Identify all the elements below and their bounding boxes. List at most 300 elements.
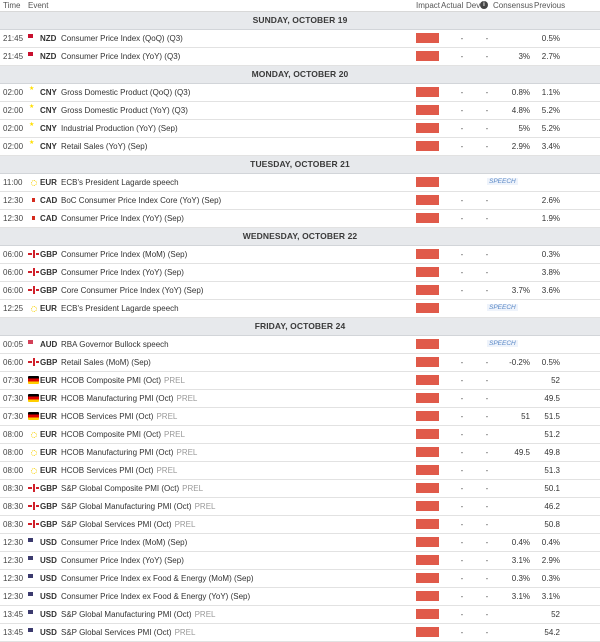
event-deviation: - bbox=[485, 124, 489, 133]
event-time: 08:00 bbox=[3, 448, 24, 457]
event-row[interactable] bbox=[0, 570, 600, 588]
event-previous: 49.5 bbox=[544, 394, 560, 403]
header-time[interactable]: Time bbox=[3, 1, 21, 10]
impact-high-indicator bbox=[416, 627, 439, 637]
event-time: 13:45 bbox=[3, 628, 24, 637]
event-title[interactable]: Consumer Price Index (YoY) (Sep) bbox=[61, 268, 184, 277]
speech-tag: SPEECH bbox=[489, 178, 516, 185]
event-row[interactable] bbox=[0, 120, 600, 138]
event-row[interactable] bbox=[0, 138, 600, 156]
event-currency: GBP bbox=[40, 502, 58, 511]
event-deviation: - bbox=[485, 358, 489, 367]
event-row[interactable] bbox=[0, 444, 600, 462]
event-title[interactable]: Consumer Price Index (QoQ) (Q3) bbox=[61, 34, 183, 43]
event-row[interactable] bbox=[0, 282, 600, 300]
event-row[interactable] bbox=[0, 534, 600, 552]
impact-high-indicator bbox=[416, 87, 439, 97]
event-name[interactable] bbox=[61, 106, 188, 115]
prel-badge: PREL bbox=[194, 502, 216, 511]
event-deviation: - bbox=[485, 502, 489, 511]
impact-high-indicator bbox=[416, 537, 439, 547]
event-currency: EUR bbox=[40, 430, 57, 439]
event-deviation: - bbox=[485, 610, 489, 619]
event-consensus: 3.7% bbox=[511, 286, 530, 295]
event-deviation: - bbox=[485, 52, 489, 61]
event-actual: - bbox=[460, 106, 464, 115]
event-consensus: 3% bbox=[518, 52, 530, 61]
event-title[interactable]: Consumer Price Index (YoY) (Sep) bbox=[61, 556, 184, 565]
event-deviation: - bbox=[485, 556, 489, 565]
event-row[interactable] bbox=[0, 390, 600, 408]
event-row[interactable] bbox=[0, 426, 600, 444]
event-deviation: - bbox=[485, 106, 489, 115]
event-currency: EUR bbox=[40, 466, 57, 475]
event-consensus: 2.9% bbox=[511, 142, 530, 151]
prel-badge: PREL bbox=[194, 610, 216, 619]
event-name[interactable] bbox=[61, 556, 184, 565]
event-title[interactable]: HCOB Manufacturing PMI (Oct) bbox=[61, 448, 174, 457]
event-name[interactable] bbox=[61, 448, 197, 457]
header-dev[interactable]: Dev bbox=[466, 1, 481, 10]
event-time: 07:30 bbox=[3, 376, 24, 385]
event-consensus: 0.8% bbox=[511, 88, 530, 97]
event-previous: 0.3% bbox=[541, 250, 560, 259]
event-name[interactable] bbox=[61, 628, 195, 637]
event-currency: USD bbox=[40, 592, 57, 601]
event-currency: GBP bbox=[40, 286, 58, 295]
event-row[interactable] bbox=[0, 462, 600, 480]
event-currency: USD bbox=[40, 538, 57, 547]
impact-high-indicator bbox=[416, 447, 439, 457]
event-deviation: - bbox=[485, 88, 489, 97]
event-title[interactable]: Retail Sales (MoM) (Sep) bbox=[61, 358, 151, 367]
event-actual: - bbox=[460, 250, 464, 259]
event-title[interactable]: Consumer Price Index (MoM) (Sep) bbox=[61, 538, 188, 547]
event-currency: GBP bbox=[40, 250, 58, 259]
event-currency: GBP bbox=[40, 358, 58, 367]
event-title[interactable]: Retail Sales (YoY) (Sep) bbox=[61, 142, 148, 151]
event-currency: CNY bbox=[40, 106, 57, 115]
event-previous: 50.1 bbox=[544, 484, 560, 493]
event-row[interactable] bbox=[0, 30, 600, 48]
event-row[interactable] bbox=[0, 210, 600, 228]
event-previous: 0.5% bbox=[541, 34, 560, 43]
event-time: 08:30 bbox=[3, 520, 24, 529]
event-title[interactable]: Consumer Price Index (YoY) (Q3) bbox=[61, 52, 181, 61]
event-previous: 2.7% bbox=[541, 52, 560, 61]
impact-high-indicator bbox=[416, 519, 439, 529]
event-time: 02:00 bbox=[3, 88, 24, 97]
event-title[interactable]: Core Consumer Price Index (YoY) (Sep) bbox=[61, 286, 204, 295]
impact-high-indicator bbox=[416, 411, 439, 421]
calendar-body bbox=[0, 12, 600, 642]
event-actual: - bbox=[460, 358, 464, 367]
event-deviation: - bbox=[485, 574, 489, 583]
event-row[interactable] bbox=[0, 174, 600, 192]
event-title[interactable]: HCOB Services PMI (Oct) bbox=[61, 466, 154, 475]
event-name[interactable] bbox=[61, 502, 215, 511]
event-title[interactable]: S&P Global Services PMI (Oct) bbox=[61, 628, 172, 637]
event-time: 12:30 bbox=[3, 196, 24, 205]
event-previous: 2.6% bbox=[541, 196, 560, 205]
event-time: 08:30 bbox=[3, 502, 24, 511]
event-currency: CNY bbox=[40, 124, 57, 133]
event-time: 06:00 bbox=[3, 268, 24, 277]
event-currency: EUR bbox=[40, 394, 57, 403]
event-name[interactable] bbox=[61, 592, 250, 601]
event-currency: AUD bbox=[40, 340, 58, 349]
event-name[interactable] bbox=[61, 124, 178, 133]
event-time: 12:30 bbox=[3, 214, 24, 223]
event-currency: GBP bbox=[40, 268, 58, 277]
impact-high-indicator bbox=[416, 33, 439, 43]
event-title[interactable]: HCOB Composite PMI (Oct) bbox=[61, 430, 162, 439]
event-name[interactable] bbox=[61, 376, 185, 385]
event-consensus: 0.4% bbox=[511, 538, 530, 547]
impact-high-indicator bbox=[416, 177, 439, 187]
event-name[interactable] bbox=[61, 268, 184, 277]
event-previous: 0.4% bbox=[541, 538, 560, 547]
event-consensus: 3.1% bbox=[511, 556, 530, 565]
impact-high-indicator bbox=[416, 285, 439, 295]
event-consensus: 51 bbox=[521, 412, 530, 421]
event-name[interactable] bbox=[61, 286, 203, 295]
impact-high-indicator bbox=[416, 123, 439, 133]
event-time: 06:00 bbox=[3, 286, 24, 295]
event-previous: 3.1% bbox=[541, 592, 560, 601]
event-actual: - bbox=[460, 412, 464, 421]
event-name[interactable] bbox=[61, 610, 215, 619]
impact-high-indicator bbox=[416, 429, 439, 439]
header-actual[interactable]: Actual bbox=[441, 1, 464, 10]
event-currency: EUR bbox=[40, 376, 57, 385]
event-deviation: - bbox=[485, 628, 489, 637]
event-title[interactable]: ECB's President Lagarde speech bbox=[61, 178, 179, 187]
event-currency: EUR bbox=[40, 304, 57, 313]
event-currency: EUR bbox=[40, 412, 57, 421]
prel-badge: PREL bbox=[176, 448, 198, 457]
column-header bbox=[0, 0, 600, 12]
event-name[interactable] bbox=[61, 340, 169, 349]
event-time: 07:30 bbox=[3, 412, 24, 421]
event-actual: - bbox=[460, 142, 464, 151]
event-deviation: - bbox=[485, 412, 489, 421]
event-previous: 1.1% bbox=[541, 88, 560, 97]
event-name[interactable] bbox=[61, 214, 184, 223]
event-row[interactable] bbox=[0, 408, 600, 426]
event-deviation: - bbox=[485, 430, 489, 439]
event-deviation: - bbox=[485, 196, 489, 205]
event-consensus: 49.5 bbox=[514, 448, 530, 457]
header-previous[interactable]: Previous bbox=[534, 1, 566, 10]
event-name[interactable] bbox=[61, 538, 187, 547]
event-time: 21:45 bbox=[3, 34, 24, 43]
event-time: 12:30 bbox=[3, 592, 24, 601]
info-icon[interactable]: i bbox=[480, 1, 488, 9]
event-row[interactable] bbox=[0, 498, 600, 516]
event-row[interactable] bbox=[0, 372, 600, 390]
day-header: MONDAY, OCTOBER 20 bbox=[0, 66, 600, 84]
event-previous: 49.8 bbox=[544, 448, 560, 457]
event-title[interactable]: BoC Consumer Price Index Core (YoY) (Sep) bbox=[61, 196, 222, 205]
event-actual: - bbox=[460, 538, 464, 547]
event-title[interactable]: S&P Global Services PMI (Oct) bbox=[61, 520, 172, 529]
impact-high-indicator bbox=[416, 609, 439, 619]
event-time: 00:05 bbox=[3, 340, 24, 349]
event-deviation: - bbox=[485, 520, 489, 529]
event-time: 02:00 bbox=[3, 106, 24, 115]
impact-high-indicator bbox=[416, 465, 439, 475]
day-header: SUNDAY, OCTOBER 19 bbox=[0, 12, 600, 30]
event-time: 08:30 bbox=[3, 484, 24, 493]
event-time: 12:30 bbox=[3, 574, 24, 583]
event-actual: - bbox=[460, 88, 464, 97]
impact-high-indicator bbox=[416, 393, 439, 403]
event-actual: - bbox=[460, 502, 464, 511]
event-time: 06:00 bbox=[3, 358, 24, 367]
impact-high-indicator bbox=[416, 213, 439, 223]
impact-high-indicator bbox=[416, 483, 439, 493]
event-deviation: - bbox=[485, 592, 489, 601]
impact-high-indicator bbox=[416, 375, 439, 385]
event-row[interactable] bbox=[0, 102, 600, 120]
event-previous: 2.9% bbox=[541, 556, 560, 565]
event-time: 12:30 bbox=[3, 538, 24, 547]
event-consensus: 4.8% bbox=[511, 106, 530, 115]
impact-high-indicator bbox=[416, 51, 439, 61]
event-title[interactable]: ECB's President Lagarde speech bbox=[61, 304, 179, 313]
event-deviation: - bbox=[485, 250, 489, 259]
event-title[interactable]: RBA Governor Bullock speech bbox=[61, 340, 169, 349]
speech-tag: SPEECH bbox=[489, 340, 516, 347]
event-currency: USD bbox=[40, 610, 57, 619]
event-currency: CNY bbox=[40, 142, 57, 151]
prel-badge: PREL bbox=[176, 394, 198, 403]
prel-badge: PREL bbox=[156, 412, 178, 421]
event-actual: - bbox=[460, 448, 464, 457]
event-actual: - bbox=[460, 466, 464, 475]
event-currency: CAD bbox=[40, 214, 58, 223]
event-deviation: - bbox=[485, 376, 489, 385]
deu-flag-icon bbox=[28, 376, 39, 384]
event-previous: 51.5 bbox=[544, 412, 560, 421]
event-deviation: - bbox=[485, 142, 489, 151]
prel-badge: PREL bbox=[164, 376, 185, 385]
deu-flag-icon bbox=[28, 412, 39, 420]
impact-high-indicator bbox=[416, 303, 439, 313]
prel-badge: PREL bbox=[156, 466, 178, 475]
event-currency: CAD bbox=[40, 196, 58, 205]
impact-high-indicator bbox=[416, 501, 439, 511]
event-consensus: 3.1% bbox=[511, 592, 530, 601]
event-row[interactable] bbox=[0, 48, 600, 66]
event-actual: - bbox=[460, 214, 464, 223]
event-row[interactable] bbox=[0, 84, 600, 102]
event-time: 08:00 bbox=[3, 466, 24, 475]
event-actual: - bbox=[460, 268, 464, 277]
impact-high-indicator bbox=[416, 591, 439, 601]
event-title[interactable]: HCOB Manufacturing PMI (Oct) bbox=[61, 394, 174, 403]
event-time: 02:00 bbox=[3, 142, 24, 151]
event-time: 21:45 bbox=[3, 52, 24, 61]
event-name[interactable] bbox=[61, 520, 195, 529]
header-consensus[interactable]: Consensus bbox=[493, 1, 534, 10]
event-consensus: 5% bbox=[518, 124, 530, 133]
event-previous: 51.3 bbox=[544, 466, 560, 475]
event-row[interactable] bbox=[0, 192, 600, 210]
event-actual: - bbox=[460, 196, 464, 205]
event-name[interactable] bbox=[61, 34, 183, 43]
event-actual: - bbox=[460, 394, 464, 403]
event-currency: USD bbox=[40, 556, 57, 565]
event-title[interactable]: S&P Global Manufacturing PMI (Oct) bbox=[61, 610, 192, 619]
event-title[interactable]: S&P Global Manufacturing PMI (Oct) bbox=[61, 502, 192, 511]
event-actual: - bbox=[460, 574, 464, 583]
prel-badge: PREL bbox=[182, 484, 204, 493]
event-name[interactable] bbox=[61, 430, 185, 439]
event-row[interactable] bbox=[0, 246, 600, 264]
event-title[interactable]: HCOB Services PMI (Oct) bbox=[61, 412, 154, 421]
event-time: 08:00 bbox=[3, 430, 24, 439]
event-previous: 5.2% bbox=[541, 106, 560, 115]
day-header: FRIDAY, OCTOBER 24 bbox=[0, 318, 600, 336]
event-deviation: - bbox=[485, 394, 489, 403]
event-previous: 3.6% bbox=[541, 286, 560, 295]
event-name[interactable] bbox=[61, 412, 177, 421]
event-consensus: -0.2% bbox=[509, 358, 530, 367]
event-currency: NZD bbox=[40, 34, 57, 43]
event-previous: 1.9% bbox=[541, 214, 560, 223]
event-time: 02:00 bbox=[3, 124, 24, 133]
event-name[interactable] bbox=[61, 196, 221, 205]
event-deviation: - bbox=[485, 268, 489, 277]
event-time: 12:25 bbox=[3, 304, 24, 313]
event-consensus: 0.3% bbox=[511, 574, 530, 583]
event-actual: - bbox=[460, 430, 464, 439]
event-previous: 3.4% bbox=[541, 142, 560, 151]
event-previous: 46.2 bbox=[544, 502, 560, 511]
event-title[interactable]: Consumer Price Index (YoY) (Sep) bbox=[61, 214, 184, 223]
event-time: 11:00 bbox=[3, 178, 23, 187]
prel-badge: PREL bbox=[174, 520, 196, 529]
event-time: 12:30 bbox=[3, 556, 24, 565]
event-currency: USD bbox=[40, 574, 57, 583]
event-actual: - bbox=[460, 520, 464, 529]
event-actual: - bbox=[460, 556, 464, 565]
deu-flag-icon bbox=[28, 394, 39, 402]
event-previous: 0.5% bbox=[541, 358, 560, 367]
event-currency: EUR bbox=[40, 448, 57, 457]
event-row[interactable] bbox=[0, 624, 600, 642]
event-actual: - bbox=[460, 124, 464, 133]
event-name[interactable] bbox=[61, 250, 187, 259]
event-row[interactable] bbox=[0, 480, 600, 498]
event-previous: 51.2 bbox=[544, 430, 560, 439]
event-row[interactable] bbox=[0, 264, 600, 282]
event-deviation: - bbox=[485, 286, 489, 295]
impact-high-indicator bbox=[416, 141, 439, 151]
event-actual: - bbox=[460, 286, 464, 295]
impact-high-indicator bbox=[416, 105, 439, 115]
event-deviation: - bbox=[485, 466, 489, 475]
impact-high-indicator bbox=[416, 555, 439, 565]
prel-badge: PREL bbox=[164, 430, 185, 439]
event-name[interactable] bbox=[61, 178, 179, 187]
event-actual: - bbox=[460, 34, 464, 43]
event-time: 13:45 bbox=[3, 610, 24, 619]
event-title[interactable]: Industrial Production (YoY) (Sep) bbox=[61, 124, 178, 133]
impact-high-indicator bbox=[416, 573, 439, 583]
event-name[interactable] bbox=[61, 574, 254, 583]
event-row[interactable] bbox=[0, 300, 600, 318]
event-row[interactable] bbox=[0, 354, 600, 372]
day-header: TUESDAY, OCTOBER 21 bbox=[0, 156, 600, 174]
event-previous: 52 bbox=[551, 376, 560, 385]
impact-high-indicator bbox=[416, 357, 439, 367]
event-title[interactable]: Consumer Price Index (MoM) (Sep) bbox=[61, 250, 188, 259]
event-currency: GBP bbox=[40, 520, 58, 529]
event-actual: - bbox=[460, 592, 464, 601]
event-name[interactable] bbox=[61, 358, 151, 367]
event-title[interactable]: Consumer Price Index ex Food & Energy (YoY) (Sep) bbox=[61, 592, 251, 601]
event-title[interactable]: Consumer Price Index ex Food & Energy (MoM) (Sep) bbox=[61, 574, 254, 583]
header-impact[interactable]: Impact bbox=[416, 1, 441, 10]
event-name[interactable] bbox=[61, 142, 147, 151]
event-name[interactable] bbox=[61, 484, 203, 493]
event-row[interactable] bbox=[0, 336, 600, 354]
event-time: 06:00 bbox=[3, 250, 24, 259]
event-name[interactable] bbox=[61, 88, 190, 97]
impact-high-indicator bbox=[416, 267, 439, 277]
event-time: 07:30 bbox=[3, 394, 24, 403]
event-currency: CNY bbox=[40, 88, 57, 97]
event-previous: 54.2 bbox=[544, 628, 560, 637]
event-actual: - bbox=[460, 52, 464, 61]
event-title[interactable]: Gross Domestic Product (YoY) (Q3) bbox=[61, 106, 188, 115]
event-currency: NZD bbox=[40, 52, 57, 61]
event-deviation: - bbox=[485, 214, 489, 223]
event-name[interactable] bbox=[61, 394, 197, 403]
event-name[interactable] bbox=[61, 52, 180, 61]
event-row[interactable] bbox=[0, 606, 600, 624]
event-row[interactable] bbox=[0, 588, 600, 606]
impact-high-indicator bbox=[416, 195, 439, 205]
event-currency: USD bbox=[40, 628, 57, 637]
event-previous: 5.2% bbox=[541, 124, 560, 133]
event-previous: 0.3% bbox=[541, 574, 560, 583]
event-name[interactable] bbox=[61, 466, 177, 475]
impact-high-indicator bbox=[416, 249, 439, 259]
event-deviation: - bbox=[485, 34, 489, 43]
event-currency: EUR bbox=[40, 178, 57, 187]
event-row[interactable] bbox=[0, 552, 600, 570]
event-title[interactable]: HCOB Composite PMI (Oct) bbox=[61, 376, 162, 385]
event-name[interactable] bbox=[61, 304, 179, 313]
event-title[interactable]: S&P Global Composite PMI (Oct) bbox=[61, 484, 180, 493]
event-row[interactable] bbox=[0, 516, 600, 534]
event-previous: 50.8 bbox=[544, 520, 560, 529]
event-actual: - bbox=[460, 376, 464, 385]
header-event[interactable]: Event bbox=[28, 1, 49, 10]
event-deviation: - bbox=[485, 484, 489, 493]
event-actual: - bbox=[460, 610, 464, 619]
event-previous: 52 bbox=[551, 610, 560, 619]
event-actual: - bbox=[460, 484, 464, 493]
event-title[interactable]: Gross Domestic Product (QoQ) (Q3) bbox=[61, 88, 191, 97]
impact-high-indicator bbox=[416, 339, 439, 349]
prel-badge: PREL bbox=[174, 628, 196, 637]
event-previous: 3.8% bbox=[541, 268, 560, 277]
